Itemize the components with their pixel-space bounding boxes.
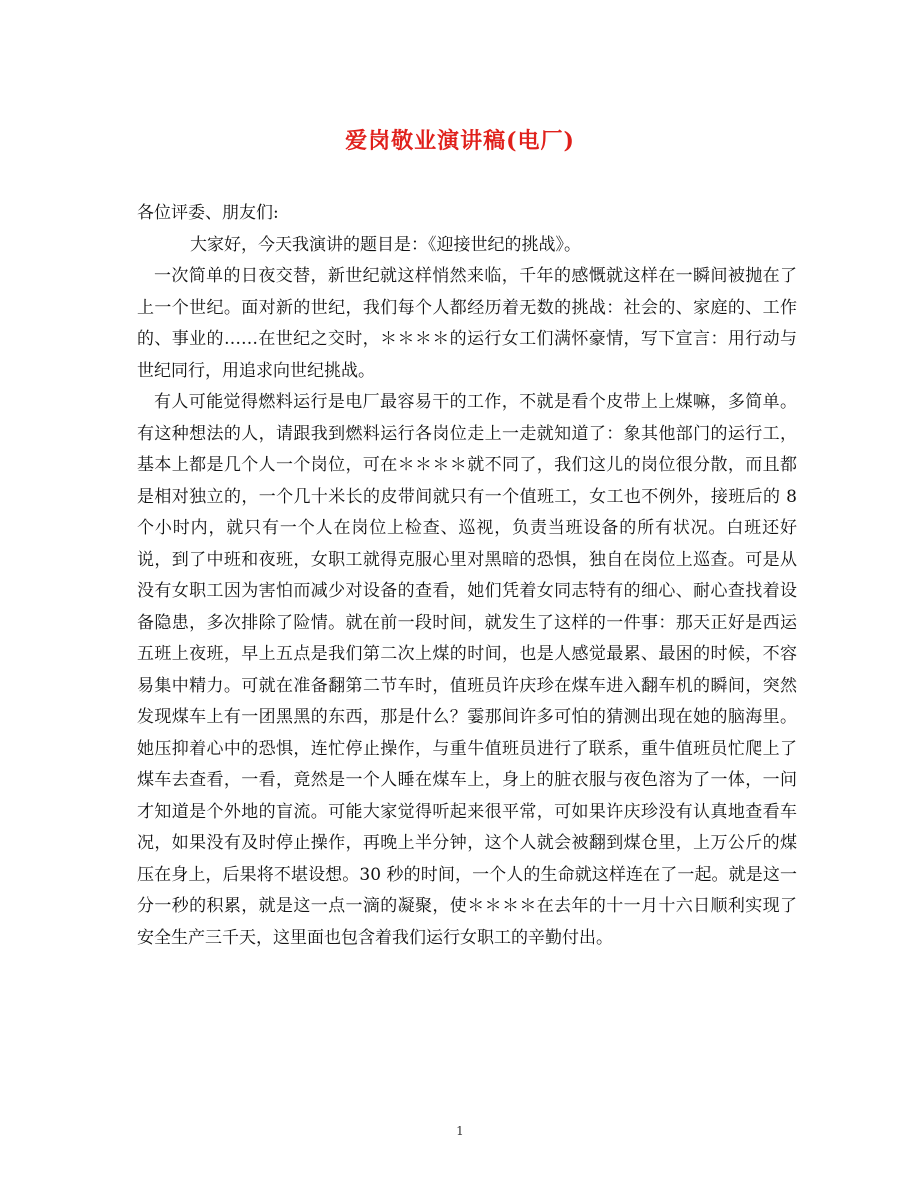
paragraph-1: 一次简单的日夜交替，新世纪就这样悄然来临，千年的感慨就这样在一瞬间被抛在了上一个世纪。面对新的世纪，我们每个人都经历着无数的挑战：社会的、家庭的、工作的、事业的……在世纪之交时，＊＊＊＊的运行女工们满怀豪情，写下宣言：用行动与世纪同行，用追求向世纪挑战。 <box>137 266 797 381</box>
document-body <box>137 198 797 954</box>
salutation: 各位评委、朋友们: <box>137 203 279 223</box>
greeting: 大家好，今天我演讲的题目是：《迎接世纪的挑战》。 <box>190 234 581 255</box>
paragraph-2: 有人可能觉得燃料运行是电厂最容易干的工作，不就是看个皮带上上煤嘛，多简单。有这种想法的人，请跟我到燃料运行各岗位走上一走就知道了：象其他部门的运行工，基本上都是几个人一个岗位，可在＊＊＊＊就不同了，我们这儿的岗位很分散，而且都是相对独立的，一个几十米长的皮带间就只有一个值班工，女工也不例外，接班后的 8 个小时内，就只有一个人在岗位上检查、巡视，负责当班设备的所有状况。白班还好说，到了中班和夜班，女职工就得克服心里对黑暗的恐惧，独自在岗位上巡查。可是从没有女职工因为害怕而减少对设备的查看，她们凭着女同志特有的细心、耐心查找着设备隐患，多次排除了险情。就在前一段时间，就发生了这样的一件事：那天正好是西运五班上夜班，早上五点是我们第二次上煤的时间，也是人感觉最累、最困的时候，不容易集中精力。可就在准备翻第二节车时，值班员许庆珍在煤车进入翻车机的瞬间，突然发现煤车上有一团黑黑的东西，那是什么？霎那间许多可怕的猜测出现在她的脑海里。她压抑着心中的恐惧，连忙停止操作，与重牛值班员进行了联系，重牛值班员忙爬上了煤车去查看，一看，竟然是一个人睡在煤车上，身上的脏衣服与夜色溶为了一体，一问才知道是个外地的盲流。可能大家觉得听起来很平常，可如果许庆珍没有认真地查看车况，如果没有及时停止操作，再晚上半分钟，这个人就会被翻到煤仓里，上万公斤的煤压在身上，后果将不堪设想。30 秒的时间，一个人的生命就这样连在了一起。就是这一分一秒的积累，就是这一点一滴的凝聚，使＊＊＊＊在去年的十一月十六日顺利实现了安全生产三千天，这里面也包含着我们运行女职工的辛勤付出。 <box>137 392 797 948</box>
page-number: 1 <box>456 1124 464 1138</box>
document-title: 爱岗敬业演讲稿(电厂) <box>345 128 575 154</box>
